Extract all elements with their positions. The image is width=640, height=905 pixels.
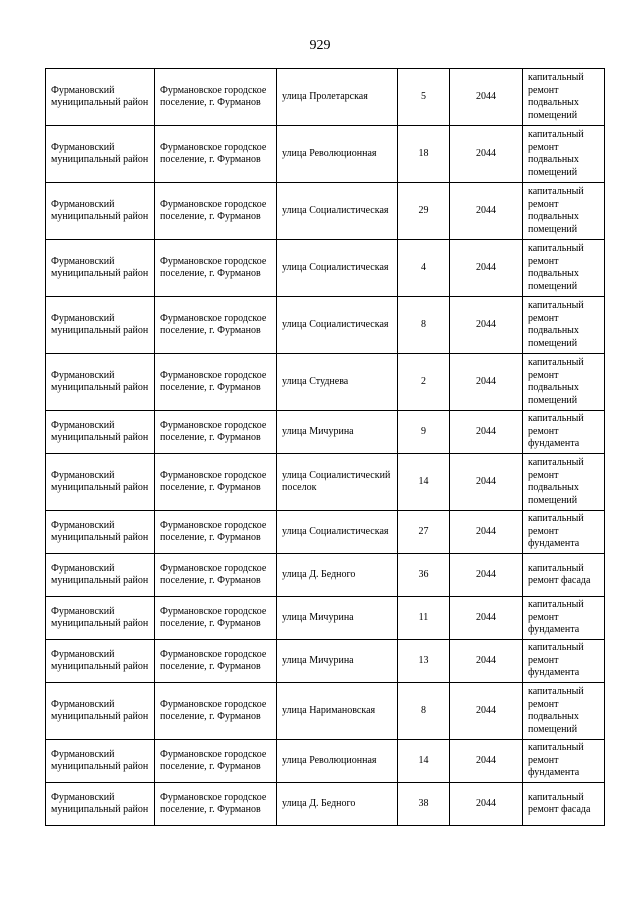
settlement-cell: Фурмановское городское поселение, г. Фурманов	[155, 783, 277, 826]
settlement-cell: Фурмановское городское поселение, г. Фурманов	[155, 240, 277, 297]
work-type-cell: капитальный ремонт фундамента	[523, 411, 605, 454]
year-cell: 2044	[450, 740, 523, 783]
house-number-cell: 2	[398, 354, 450, 411]
street-cell: улица Революционная	[277, 740, 398, 783]
table-row	[46, 183, 605, 240]
house-number-cell: 4	[398, 240, 450, 297]
table-row	[46, 69, 605, 126]
district-cell: Фурмановский муниципальный район	[46, 740, 155, 783]
house-number-cell: 8	[398, 683, 450, 740]
settlement-cell: Фурмановское городское поселение, г. Фурманов	[155, 183, 277, 240]
year-cell: 2044	[450, 354, 523, 411]
capital-repair-table	[45, 68, 605, 826]
house-number-cell: 9	[398, 411, 450, 454]
street-cell: улица Социалистический поселок	[277, 454, 398, 511]
table-row	[46, 240, 605, 297]
table-row	[46, 454, 605, 511]
table-row	[46, 411, 605, 454]
work-type-cell: капитальный ремонт фасада	[523, 783, 605, 826]
street-cell: улица Социалистическая	[277, 297, 398, 354]
district-cell: Фурмановский муниципальный район	[46, 297, 155, 354]
year-cell: 2044	[450, 683, 523, 740]
work-type-cell: капитальный ремонт фундамента	[523, 740, 605, 783]
house-number-cell: 14	[398, 454, 450, 511]
house-number-cell: 38	[398, 783, 450, 826]
year-cell: 2044	[450, 554, 523, 597]
work-type-cell: капитальный ремонт подвальных помещений	[523, 69, 605, 126]
work-type-cell: капитальный ремонт подвальных помещений	[523, 240, 605, 297]
settlement-cell: Фурмановское городское поселение, г. Фурманов	[155, 597, 277, 640]
table-row	[46, 297, 605, 354]
district-cell: Фурмановский муниципальный район	[46, 683, 155, 740]
street-cell: улица Мичурина	[277, 411, 398, 454]
settlement-cell: Фурмановское городское поселение, г. Фурманов	[155, 126, 277, 183]
district-cell: Фурмановский муниципальный район	[46, 454, 155, 511]
work-type-cell: капитальный ремонт подвальных помещений	[523, 183, 605, 240]
table-row	[46, 354, 605, 411]
settlement-cell: Фурмановское городское поселение, г. Фурманов	[155, 554, 277, 597]
house-number-cell: 11	[398, 597, 450, 640]
settlement-cell: Фурмановское городское поселение, г. Фурманов	[155, 640, 277, 683]
table-row	[46, 554, 605, 597]
year-cell: 2044	[450, 240, 523, 297]
settlement-cell: Фурмановское городское поселение, г. Фурманов	[155, 297, 277, 354]
work-type-cell: капитальный ремонт фасада	[523, 554, 605, 597]
settlement-cell: Фурмановское городское поселение, г. Фурманов	[155, 511, 277, 554]
house-number-cell: 36	[398, 554, 450, 597]
district-cell: Фурмановский муниципальный район	[46, 554, 155, 597]
year-cell: 2044	[450, 411, 523, 454]
work-type-cell: капитальный ремонт подвальных помещений	[523, 354, 605, 411]
year-cell: 2044	[450, 297, 523, 354]
work-type-cell: капитальный ремонт фундамента	[523, 511, 605, 554]
settlement-cell: Фурмановское городское поселение, г. Фурманов	[155, 411, 277, 454]
district-cell: Фурмановский муниципальный район	[46, 511, 155, 554]
table-body	[46, 69, 605, 826]
settlement-cell: Фурмановское городское поселение, г. Фурманов	[155, 740, 277, 783]
table-row	[46, 740, 605, 783]
settlement-cell: Фурмановское городское поселение, г. Фурманов	[155, 69, 277, 126]
table-row	[46, 597, 605, 640]
district-cell: Фурмановский муниципальный район	[46, 69, 155, 126]
page-number: 929	[309, 38, 331, 53]
district-cell: Фурмановский муниципальный район	[46, 411, 155, 454]
year-cell: 2044	[450, 597, 523, 640]
house-number-cell: 14	[398, 740, 450, 783]
table-row	[46, 511, 605, 554]
house-number-cell: 18	[398, 126, 450, 183]
district-cell: Фурмановский муниципальный район	[46, 640, 155, 683]
settlement-cell: Фурмановское городское поселение, г. Фурманов	[155, 683, 277, 740]
work-type-cell: капитальный ремонт фундамента	[523, 640, 605, 683]
street-cell: улица Д. Бедного	[277, 783, 398, 826]
street-cell: улица Студнева	[277, 354, 398, 411]
house-number-cell: 13	[398, 640, 450, 683]
settlement-cell: Фурмановское городское поселение, г. Фурманов	[155, 354, 277, 411]
district-cell: Фурмановский муниципальный район	[46, 783, 155, 826]
table-row	[46, 126, 605, 183]
district-cell: Фурмановский муниципальный район	[46, 240, 155, 297]
street-cell: улица Социалистическая	[277, 511, 398, 554]
year-cell: 2044	[450, 126, 523, 183]
year-cell: 2044	[450, 511, 523, 554]
district-cell: Фурмановский муниципальный район	[46, 126, 155, 183]
table-row	[46, 640, 605, 683]
street-cell: улица Мичурина	[277, 640, 398, 683]
year-cell: 2044	[450, 183, 523, 240]
table-row	[46, 683, 605, 740]
year-cell: 2044	[450, 454, 523, 511]
work-type-cell: капитальный ремонт фундамента	[523, 597, 605, 640]
street-cell: улица Социалистическая	[277, 183, 398, 240]
street-cell: улица Наримановская	[277, 683, 398, 740]
year-cell: 2044	[450, 69, 523, 126]
district-cell: Фурмановский муниципальный район	[46, 354, 155, 411]
street-cell: улица Революционная	[277, 126, 398, 183]
work-type-cell: капитальный ремонт подвальных помещений	[523, 683, 605, 740]
street-cell: улица Д. Бедного	[277, 554, 398, 597]
street-cell: улица Мичурина	[277, 597, 398, 640]
house-number-cell: 27	[398, 511, 450, 554]
work-type-cell: капитальный ремонт подвальных помещений	[523, 297, 605, 354]
house-number-cell: 29	[398, 183, 450, 240]
house-number-cell: 8	[398, 297, 450, 354]
street-cell: улица Социалистическая	[277, 240, 398, 297]
street-cell: улица Пролетарская	[277, 69, 398, 126]
year-cell: 2044	[450, 783, 523, 826]
district-cell: Фурмановский муниципальный район	[46, 597, 155, 640]
table-row	[46, 783, 605, 826]
work-type-cell: капитальный ремонт подвальных помещений	[523, 454, 605, 511]
district-cell: Фурмановский муниципальный район	[46, 183, 155, 240]
house-number-cell: 5	[398, 69, 450, 126]
year-cell: 2044	[450, 640, 523, 683]
settlement-cell: Фурмановское городское поселение, г. Фурманов	[155, 454, 277, 511]
work-type-cell: капитальный ремонт подвальных помещений	[523, 126, 605, 183]
